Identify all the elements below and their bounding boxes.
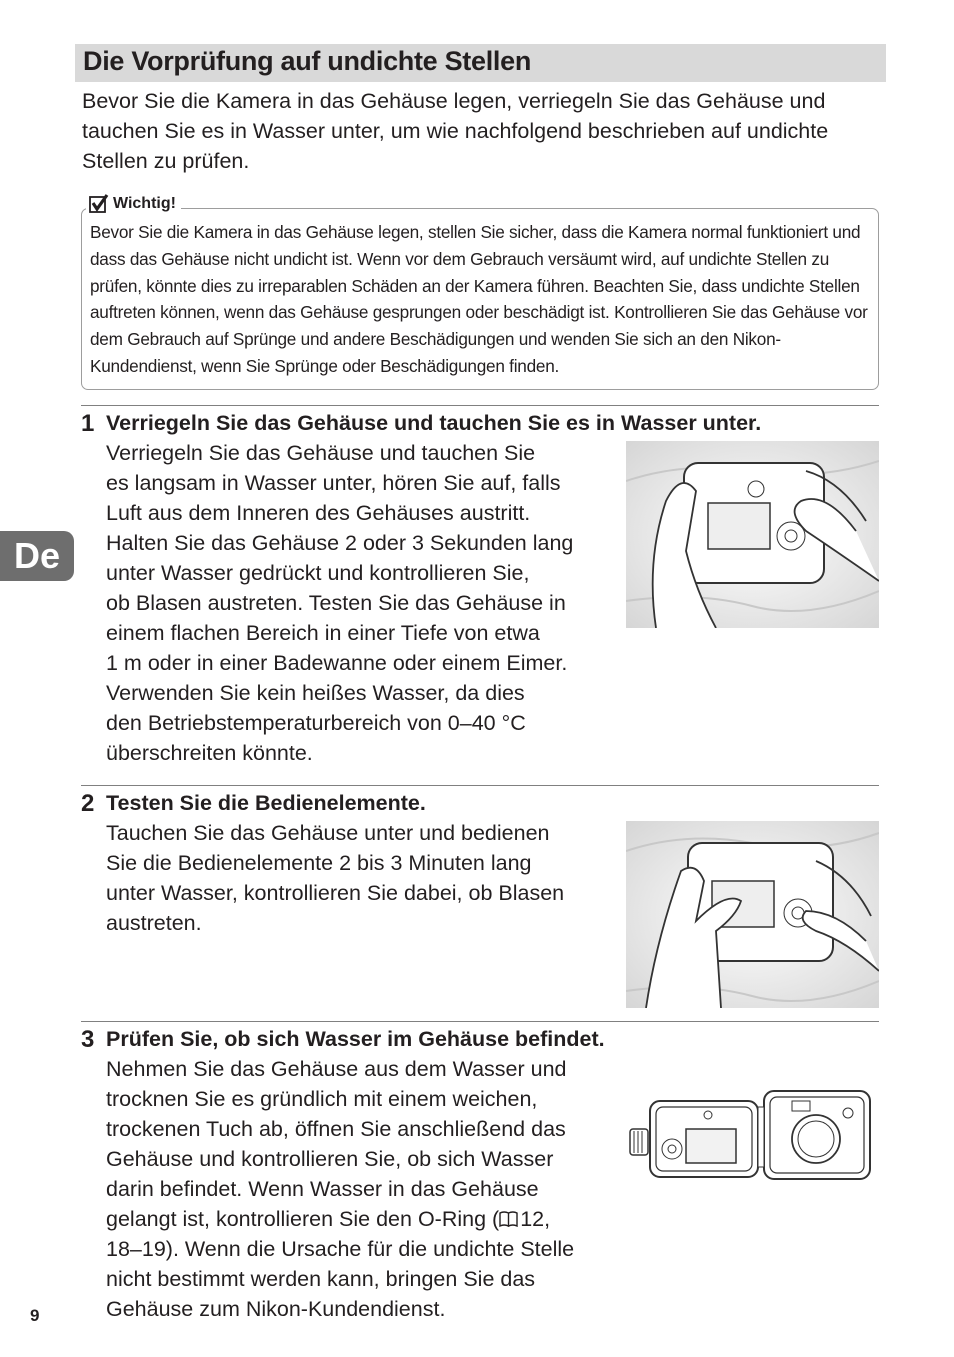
- section-title-bar: [75, 44, 886, 82]
- step-1-line: Halten Sie das Gehäuse 2 oder 3 Sekunden lang: [106, 531, 574, 555]
- important-note-text: Bevor Sie die Kamera in das Gehäuse legen, stellen Sie sicher, dass die Kamera normal funktioniert und dass das Gehäuse nicht undicht ist. Wenn vor dem Gebrauch versäumt wird, auf undichte Stellen zu prüfen, könnte dies zu irreparablen Schäden an der Kamera führen. Beachten Sie, dass undichte Stellen auftreten können, wenn das Gehäuse gesprungen oder beschädigt ist. Kontrollieren Sie das Gehäuse vor dem Gebrauch auf Sprünge und andere Beschädigungen und wenden Sie sich an den Nikon-Kundendienst, wenn Sie Sprünge oder Beschädigungen finden.: [90, 222, 868, 376]
- step-1-line: Verriegeln Sie das Gehäuse und tauchen Sie: [106, 441, 536, 465]
- step-3-line: trockenen Tuch ab, öffnen Sie anschließend das: [106, 1117, 566, 1141]
- step-3-line: Nehmen Sie das Gehäuse aus dem Wasser und: [106, 1057, 567, 1081]
- page-title: Die Vorprüfung auf undichte Stellen: [83, 46, 532, 76]
- step-2-number: 2: [81, 790, 95, 817]
- page-number: 9: [30, 1306, 40, 1325]
- step-3-heading: Prüfen Sie, ob sich Wasser im Gehäuse befindet.: [106, 1027, 605, 1051]
- book-reference-icon: [499, 1205, 518, 1221]
- step-1-line: 1 m oder in einer Badewanne oder einem Eimer.: [106, 651, 568, 675]
- intro-paragraph: Bevor Sie die Kamera in das Gehäuse legen, verriegeln Sie das Gehäuse und tauchen Sie es in Wasser unter, um wie nachfolgend beschrieben auf undichte Stellen zu prüfen.: [82, 89, 829, 173]
- step-1-line: Verwenden Sie kein heißes Wasser, da dies: [106, 681, 525, 705]
- step-2-line: unter Wasser, kontrollieren Sie dabei, ob Blasen: [106, 881, 565, 905]
- step-3-line: 18–19). Wenn die Ursache für die undichte Stelle: [106, 1237, 575, 1261]
- step-2-heading: Testen Sie die Bedienelemente.: [106, 791, 426, 815]
- step-1-line: den Betriebstemperaturbereich von 0–40 °C: [106, 711, 526, 735]
- step-3-number: 3: [81, 1026, 95, 1053]
- step-3-body: [106, 1054, 574, 1324]
- step-3-line: Gehäuse zum Nikon-Kundendienst.: [106, 1297, 446, 1321]
- step-3-line: gelangt ist, kontrollieren Sie den O-Ring (: [106, 1207, 500, 1231]
- step-3-line: darin befindet. Wenn Wasser in das Gehäuse: [106, 1177, 539, 1201]
- step-3-line: Gehäuse und kontrollieren Sie, ob sich Wasser: [106, 1147, 554, 1171]
- step-3-line: trocknen Sie es gründlich mit einem weichen,: [106, 1087, 538, 1111]
- step-1-heading: Verriegeln Sie das Gehäuse und tauchen Sie es in Wasser unter.: [106, 411, 762, 435]
- step-3-line: nicht bestimmt werden kann, bringen Sie das: [106, 1267, 536, 1291]
- step-2-line: Tauchen Sie das Gehäuse unter und bedienen: [106, 821, 550, 845]
- step-3-reference-pages: 12,: [520, 1207, 551, 1231]
- step-2-divider: [81, 785, 879, 786]
- step-2-illustration: [626, 821, 879, 1008]
- step-1-line: es langsam in Wasser unter, hören Sie auf, falls: [106, 471, 561, 495]
- step-2-line: austreten.: [106, 911, 202, 935]
- step-1-illustration: [626, 441, 879, 628]
- step-3-line-with-reference: [106, 1204, 574, 1234]
- step-3-illustration: [626, 1087, 879, 1183]
- language-tab: De: [0, 531, 74, 581]
- step-1-number: 1: [81, 410, 95, 437]
- important-note-label: [86, 194, 181, 214]
- step-1-line: einem flachen Bereich in einer Tiefe von etwa: [106, 621, 540, 645]
- important-note-title: Wichtig!: [113, 195, 176, 212]
- step-1-line: unter Wasser gedrückt und kontrollieren Sie,: [106, 561, 530, 585]
- step-2-body: [106, 818, 564, 938]
- step-1-body: [106, 438, 573, 768]
- check-icon: [89, 194, 109, 214]
- step-2-line: Sie die Bedienelemente 2 bis 3 Minuten lang: [106, 851, 532, 875]
- step-1-line: überschreiten könnte.: [106, 741, 313, 765]
- step-1-divider: [81, 405, 879, 406]
- step-1-line: ob Blasen austreten. Testen Sie das Gehäuse in: [106, 591, 566, 615]
- step-3-divider: [81, 1021, 879, 1022]
- step-1-line: Luft aus dem Inneren des Gehäuses austritt.: [106, 501, 531, 525]
